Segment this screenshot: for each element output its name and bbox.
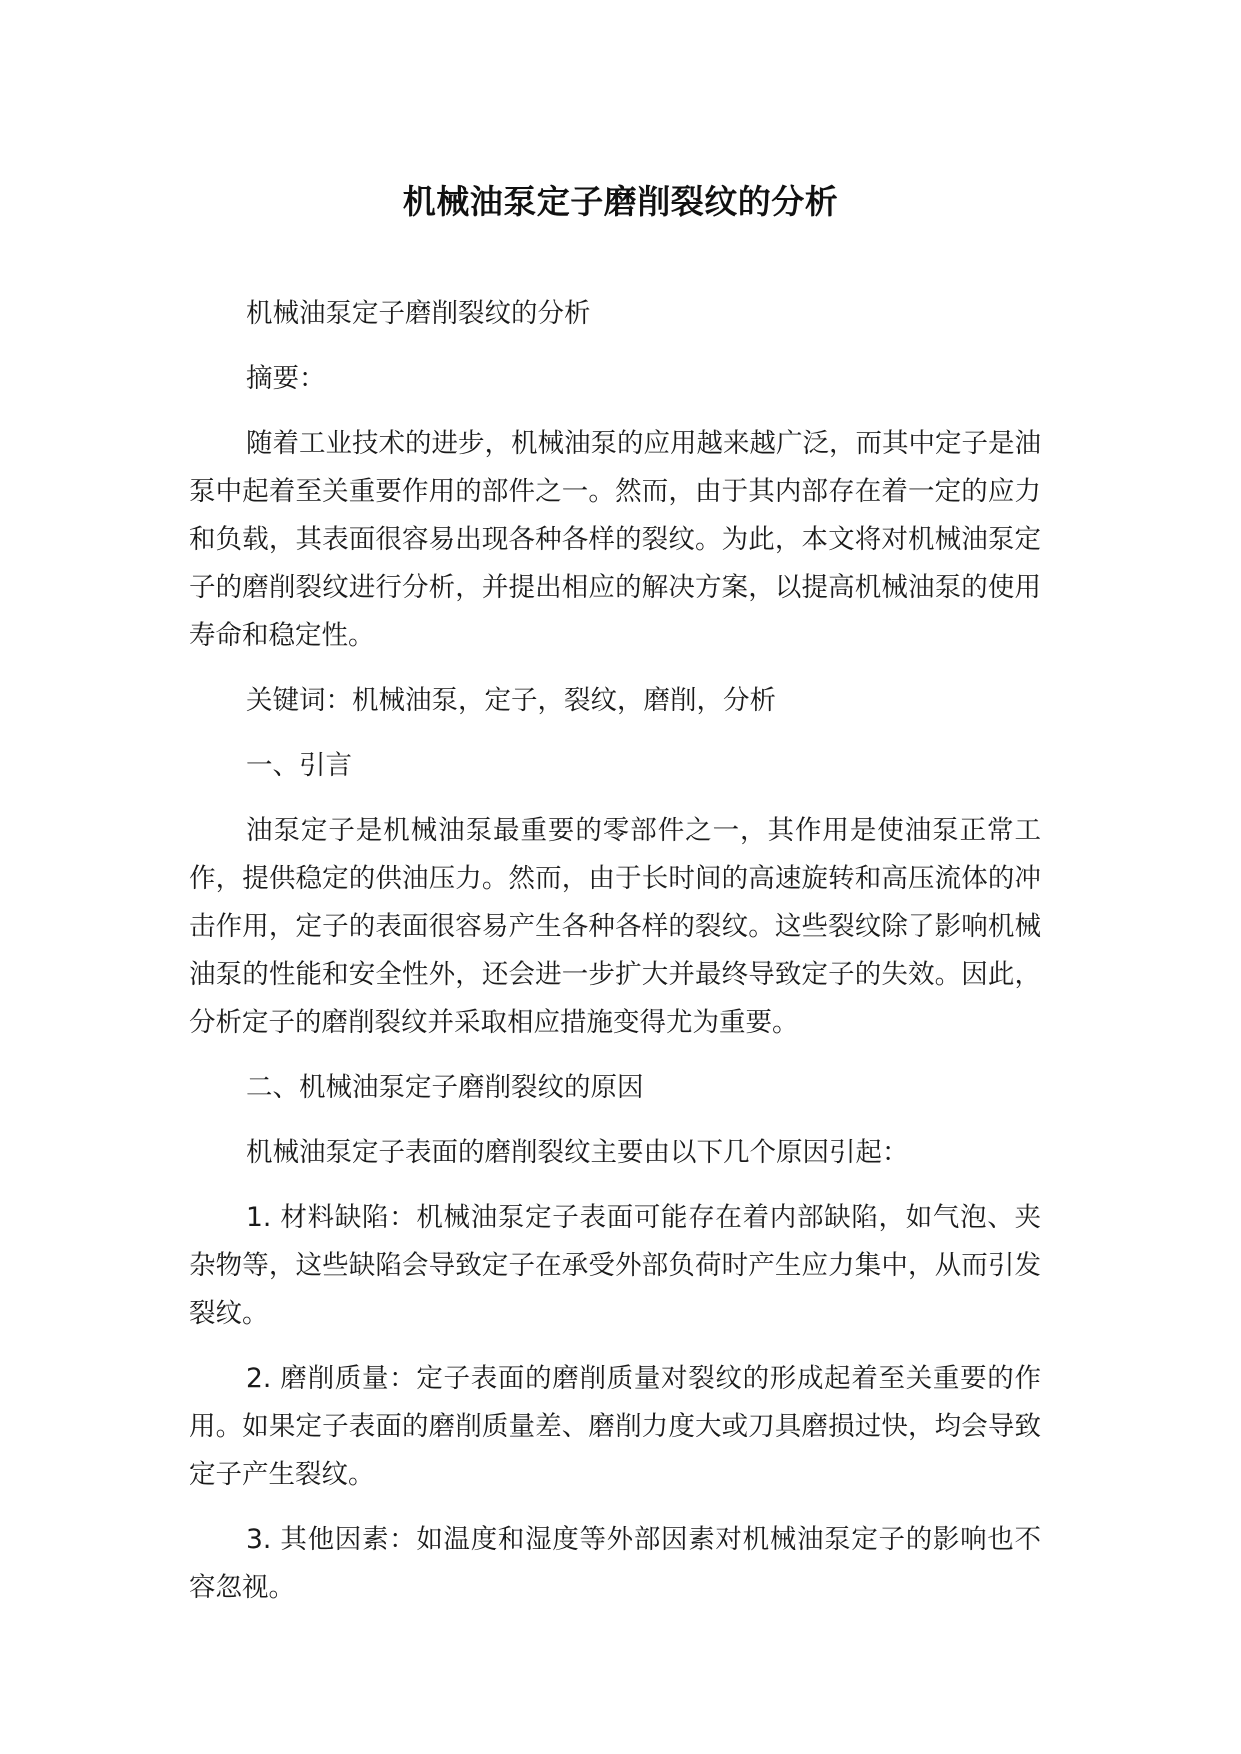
cause-item-grinding: 2. 磨削质量：定子表面的磨削质量对裂纹的形成起着至关重要的作用。如果定子表面的磨削质量差、磨削力度大或刀具磨损过快，均会导致定子产生裂纹。 xyxy=(189,1363,1041,1490)
subtitle-paragraph: 机械油泵定子磨削裂纹的分析 xyxy=(246,298,591,329)
abstract-heading: 摘要： xyxy=(246,363,326,394)
section-heading-causes: 二、机械油泵定子磨削裂纹的原因 xyxy=(246,1072,644,1103)
causes-intro-paragraph: 机械油泵定子表面的磨削裂纹主要由以下几个原因引起： xyxy=(246,1137,909,1168)
cause-item-other: 3. 其他因素：如温度和湿度等外部因素对机械油泵定子的影响也不容忽视。 xyxy=(189,1524,1041,1603)
document-title: 机械油泵定子磨削裂纹的分析 xyxy=(402,182,839,221)
section-heading-introduction: 一、引言 xyxy=(246,750,352,781)
document-body xyxy=(189,290,1041,1629)
abstract-paragraph: 随着工业技术的进步，机械油泵的应用越来越广泛，而其中定子是油泵中起着至关重要作用的部件之一。然而，由于其内部存在着一定的应力和负载，其表面很容易出现各种各样的裂纹。为此，本文将对机械油泵定子的磨削裂纹进行分析，并提出相应的解决方案，以提高机械油泵的使用寿命和稳定性。 xyxy=(189,428,1041,651)
keywords-paragraph: 关键词：机械油泵，定子，裂纹，磨削，分析 xyxy=(246,685,776,716)
introduction-paragraph: 油泵定子是机械油泵最重要的零部件之一，其作用是使油泵正常工作，提供稳定的供油压力。然而，由于长时间的高速旋转和高压流体的冲击作用，定子的表面很容易产生各种各样的裂纹。这些裂纹除了影响机械油泵的性能和安全性外，还会进一步扩大并最终导致定子的失效。因此，分析定子的磨削裂纹并采取相应措施变得尤为重要。 xyxy=(189,815,1041,1038)
cause-item-material: 1. 材料缺陷：机械油泵定子表面可能存在着内部缺陷，如气泡、夹杂物等，这些缺陷会导致定子在承受外部负荷时产生应力集中，从而引发裂纹。 xyxy=(189,1202,1041,1329)
